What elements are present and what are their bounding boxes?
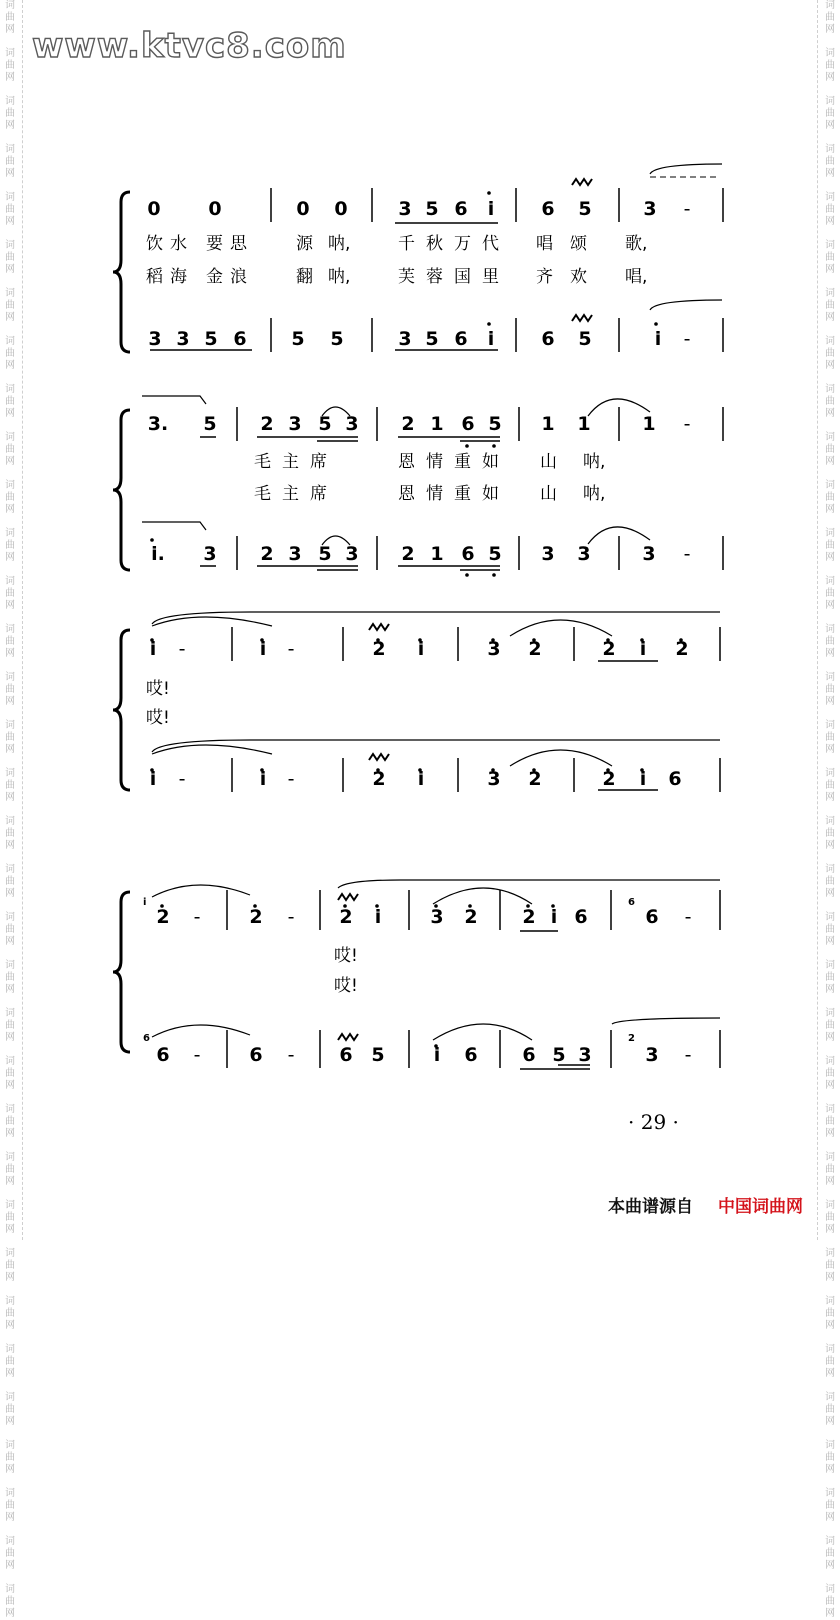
jianpu-note: 3 bbox=[398, 198, 412, 220]
jianpu-note: 5 bbox=[291, 328, 305, 350]
site-watermark: www.ktvc8.com bbox=[32, 26, 347, 66]
jianpu-note: 2 bbox=[249, 906, 263, 928]
lyric-char: 唱, bbox=[625, 267, 648, 287]
lyric-char: 毛 bbox=[254, 452, 271, 472]
lyric-char: 金 bbox=[206, 267, 223, 287]
jianpu-note: 6 bbox=[461, 413, 475, 435]
lyric-char: 主 bbox=[282, 484, 299, 504]
jianpu-note: 5 bbox=[318, 543, 332, 565]
lyric-char: 代 bbox=[482, 234, 499, 254]
jianpu-note: i bbox=[149, 638, 157, 660]
side-watermark-left: 词 曲 网 词 曲 网 词 曲 网 词 曲 网 词 曲 网 词 曲 网 词 曲 网 词 曲 网 词 曲 网 词 曲 网 词 曲 网 词 曲 网 词 曲 网 词 曲 网 词 曲 网 词 曲 网 词 曲 网 词 曲 网 词 曲 网 词 曲 网 词 曲 网 词 曲 网 词 曲 网 词 曲 网 词 曲 网 词 曲 网 词 曲 网 词 曲 网 词 曲 网 词 曲 网 词 曲 网 词 曲 网 词 曲 网 词 曲 网 bbox=[5, 0, 15, 1619]
jianpu-note: 0 bbox=[147, 198, 161, 220]
jianpu-note: 6 bbox=[461, 543, 475, 565]
lyric-char: 山 bbox=[540, 452, 557, 472]
lyric-char: 饮 bbox=[146, 234, 163, 254]
jianpu-note: 2 bbox=[602, 768, 616, 790]
jianpu-note: 5 bbox=[330, 328, 344, 350]
jianpu-note: 3 bbox=[645, 1044, 659, 1066]
jianpu-note: 2 bbox=[522, 906, 536, 928]
lyric-char: 蓉 bbox=[426, 267, 443, 287]
jianpu-note: 6 bbox=[156, 1044, 170, 1066]
jianpu-note: 6 bbox=[645, 906, 659, 928]
grace-note-upper-end: 6 bbox=[628, 897, 635, 908]
jianpu-note: i. bbox=[151, 543, 165, 565]
jianpu-note: 6 bbox=[339, 1044, 353, 1066]
jianpu-note: 3 bbox=[487, 638, 501, 660]
jianpu-note: 5 bbox=[488, 413, 502, 435]
lyric-char: 如 bbox=[482, 452, 499, 472]
lyric-char: 哎! bbox=[334, 946, 358, 966]
jianpu-note: 2 bbox=[339, 906, 353, 928]
jianpu-note: 2 bbox=[528, 638, 542, 660]
lyric-char: 要 bbox=[206, 234, 223, 254]
jianpu-note: 1 bbox=[430, 413, 444, 435]
jianpu-note: 0 bbox=[334, 198, 348, 220]
jianpu-note: i bbox=[487, 198, 495, 220]
lyric-char: 翻 bbox=[296, 267, 313, 287]
jianpu-note: 1 bbox=[642, 413, 656, 435]
lyric-char: 水 bbox=[170, 234, 187, 254]
lyric-char: 源 bbox=[296, 234, 313, 254]
lyric-char: 毛 bbox=[254, 484, 271, 504]
jianpu-note: 2 bbox=[260, 543, 274, 565]
jianpu-note: 5 bbox=[371, 1044, 385, 1066]
lyric-char: 山 bbox=[540, 484, 557, 504]
lyric-char: 哎! bbox=[334, 976, 358, 996]
lyric-char: 席 bbox=[310, 484, 327, 504]
jianpu-note: 3 bbox=[288, 413, 302, 435]
jianpu-note: 3 bbox=[288, 543, 302, 565]
grace-note-upper-start: i bbox=[143, 897, 147, 908]
lyric-char: 稻 bbox=[146, 267, 163, 287]
jianpu-note: - bbox=[178, 638, 186, 660]
lyric-char: 千 bbox=[398, 234, 415, 254]
jianpu-note: - bbox=[178, 768, 186, 790]
jianpu-note: i bbox=[433, 1044, 441, 1066]
jianpu-note: - bbox=[684, 1044, 692, 1066]
jianpu-note: 6 bbox=[464, 1044, 478, 1066]
jianpu-note: 3 bbox=[643, 198, 657, 220]
jianpu-note: i bbox=[550, 906, 558, 928]
jianpu-note: 6 bbox=[454, 198, 468, 220]
jianpu-note: 1 bbox=[541, 413, 555, 435]
jianpu-note: 6 bbox=[249, 1044, 263, 1066]
jianpu-note: - bbox=[287, 1044, 295, 1066]
jianpu-note: 6 bbox=[522, 1044, 536, 1066]
jianpu-note: 6 bbox=[574, 906, 588, 928]
lyric-char: 主 bbox=[282, 452, 299, 472]
jianpu-note: 2 bbox=[528, 768, 542, 790]
jianpu-note: 3 bbox=[148, 328, 162, 350]
jianpu-note: i bbox=[654, 328, 662, 350]
jianpu-note: 2 bbox=[401, 543, 415, 565]
jianpu-note: 2 bbox=[372, 638, 386, 660]
jianpu-note: 3 bbox=[345, 543, 359, 565]
jianpu-note: i bbox=[639, 638, 647, 660]
jianpu-note: 5 bbox=[552, 1044, 566, 1066]
jianpu-note: i bbox=[487, 328, 495, 350]
jianpu-note: 5 bbox=[425, 198, 439, 220]
jianpu-note: 3 bbox=[203, 543, 217, 565]
lyric-char: 情 bbox=[426, 452, 443, 472]
jianpu-note: 2 bbox=[675, 638, 689, 660]
jianpu-note: 2 bbox=[372, 768, 386, 790]
jianpu-note: 5 bbox=[204, 328, 218, 350]
lyric-char: 哎! bbox=[146, 708, 170, 728]
jianpu-note: - bbox=[683, 543, 691, 565]
lyric-char: 万 bbox=[454, 234, 471, 254]
jianpu-note: i bbox=[259, 768, 267, 790]
lyric-char: 呐, bbox=[583, 484, 606, 504]
jianpu-note: i bbox=[417, 768, 425, 790]
jianpu-note: 3 bbox=[541, 543, 555, 565]
jianpu-note: i bbox=[259, 638, 267, 660]
jianpu-note: 6 bbox=[541, 328, 555, 350]
jianpu-note: 5 bbox=[578, 328, 592, 350]
lyric-char: 唱 bbox=[536, 234, 553, 254]
lyric-char: 浪 bbox=[230, 267, 247, 287]
jianpu-note: 0 bbox=[296, 198, 310, 220]
jianpu-note: 2 bbox=[464, 906, 478, 928]
source-label: 本曲谱源自 bbox=[608, 1197, 693, 1217]
jianpu-note: 2 bbox=[602, 638, 616, 660]
jianpu-note: - bbox=[287, 768, 295, 790]
jianpu-note: 5 bbox=[425, 328, 439, 350]
jianpu-note: 6 bbox=[541, 198, 555, 220]
jianpu-note: 6 bbox=[668, 768, 682, 790]
jianpu-note: 1 bbox=[430, 543, 444, 565]
jianpu-note: 3 bbox=[487, 768, 501, 790]
lyric-char: 重 bbox=[454, 484, 471, 504]
lyric-char: 欢 bbox=[570, 267, 587, 287]
jianpu-note: 3 bbox=[642, 543, 656, 565]
lyric-char: 歌, bbox=[625, 234, 648, 254]
jianpu-note: - bbox=[683, 328, 691, 350]
jianpu-note: 5 bbox=[488, 543, 502, 565]
lyric-char: 海 bbox=[170, 267, 187, 287]
jianpu-note: 0 bbox=[208, 198, 222, 220]
lyric-char: 恩 bbox=[398, 484, 415, 504]
jianpu-note: 5 bbox=[203, 413, 217, 435]
lyric-char: 席 bbox=[310, 452, 327, 472]
jianpu-note: 3. bbox=[147, 413, 169, 435]
lyric-char: 呐, bbox=[328, 267, 351, 287]
jianpu-note: - bbox=[683, 413, 691, 435]
lyric-char: 如 bbox=[482, 484, 499, 504]
lyric-char: 情 bbox=[426, 484, 443, 504]
lyric-char: 呐, bbox=[583, 452, 606, 472]
jianpu-note: - bbox=[193, 1044, 201, 1066]
grace-note-lower-end: 2 bbox=[628, 1033, 635, 1044]
page-number: · 29 · bbox=[628, 1110, 679, 1134]
jianpu-note: i bbox=[639, 768, 647, 790]
grace-note-lower-start: 6 bbox=[143, 1033, 150, 1044]
lyric-char: 思 bbox=[230, 234, 247, 254]
lyric-char: 重 bbox=[454, 452, 471, 472]
jianpu-note: i bbox=[374, 906, 382, 928]
jianpu-note: 2 bbox=[401, 413, 415, 435]
jianpu-note: 6 bbox=[454, 328, 468, 350]
jianpu-note: i bbox=[417, 638, 425, 660]
lyric-char: 国 bbox=[454, 267, 471, 287]
jianpu-note: i bbox=[149, 768, 157, 790]
jianpu-note: 5 bbox=[578, 198, 592, 220]
lyric-char: 哎! bbox=[146, 679, 170, 699]
jianpu-note: - bbox=[683, 198, 691, 220]
side-watermark-right: 词 曲 网 词 曲 网 词 曲 网 词 曲 网 词 曲 网 词 曲 网 词 曲 网 词 曲 网 词 曲 网 词 曲 网 词 曲 网 词 曲 网 词 曲 网 词 曲 网 词 曲 网 词 曲 网 词 曲 网 词 曲 网 词 曲 网 词 曲 网 词 曲 网 词 曲 网 词 曲 网 词 曲 网 词 曲 网 词 曲 网 词 曲 网 词 曲 网 词 曲 网 词 曲 网 词 曲 网 词 曲 网 词 曲 网 词 曲 网 bbox=[825, 0, 835, 1619]
jianpu-note: 2 bbox=[260, 413, 274, 435]
jianpu-note: 1 bbox=[577, 413, 591, 435]
jianpu-note: 3 bbox=[430, 906, 444, 928]
jianpu-note: 3 bbox=[577, 543, 591, 565]
lyric-char: 齐 bbox=[536, 267, 553, 287]
source-site-link[interactable]: 中国词曲网 bbox=[718, 1197, 803, 1217]
jianpu-note: 6 bbox=[233, 328, 247, 350]
lyric-char: 秋 bbox=[426, 234, 443, 254]
jianpu-note: - bbox=[684, 906, 692, 928]
jianpu-note: - bbox=[287, 906, 295, 928]
jianpu-note: 5 bbox=[318, 413, 332, 435]
jianpu-note: - bbox=[287, 638, 295, 660]
lyric-char: 恩 bbox=[398, 452, 415, 472]
lyric-char: 里 bbox=[482, 267, 499, 287]
jianpu-note: 3 bbox=[345, 413, 359, 435]
jianpu-note: 3 bbox=[176, 328, 190, 350]
lyric-char: 呐, bbox=[328, 234, 351, 254]
lyric-char: 芙 bbox=[398, 267, 415, 287]
lyric-char: 颂 bbox=[570, 234, 587, 254]
jianpu-note: 3 bbox=[398, 328, 412, 350]
jianpu-note: 3 bbox=[578, 1044, 592, 1066]
jianpu-note: 2 bbox=[156, 906, 170, 928]
jianpu-note: - bbox=[193, 906, 201, 928]
